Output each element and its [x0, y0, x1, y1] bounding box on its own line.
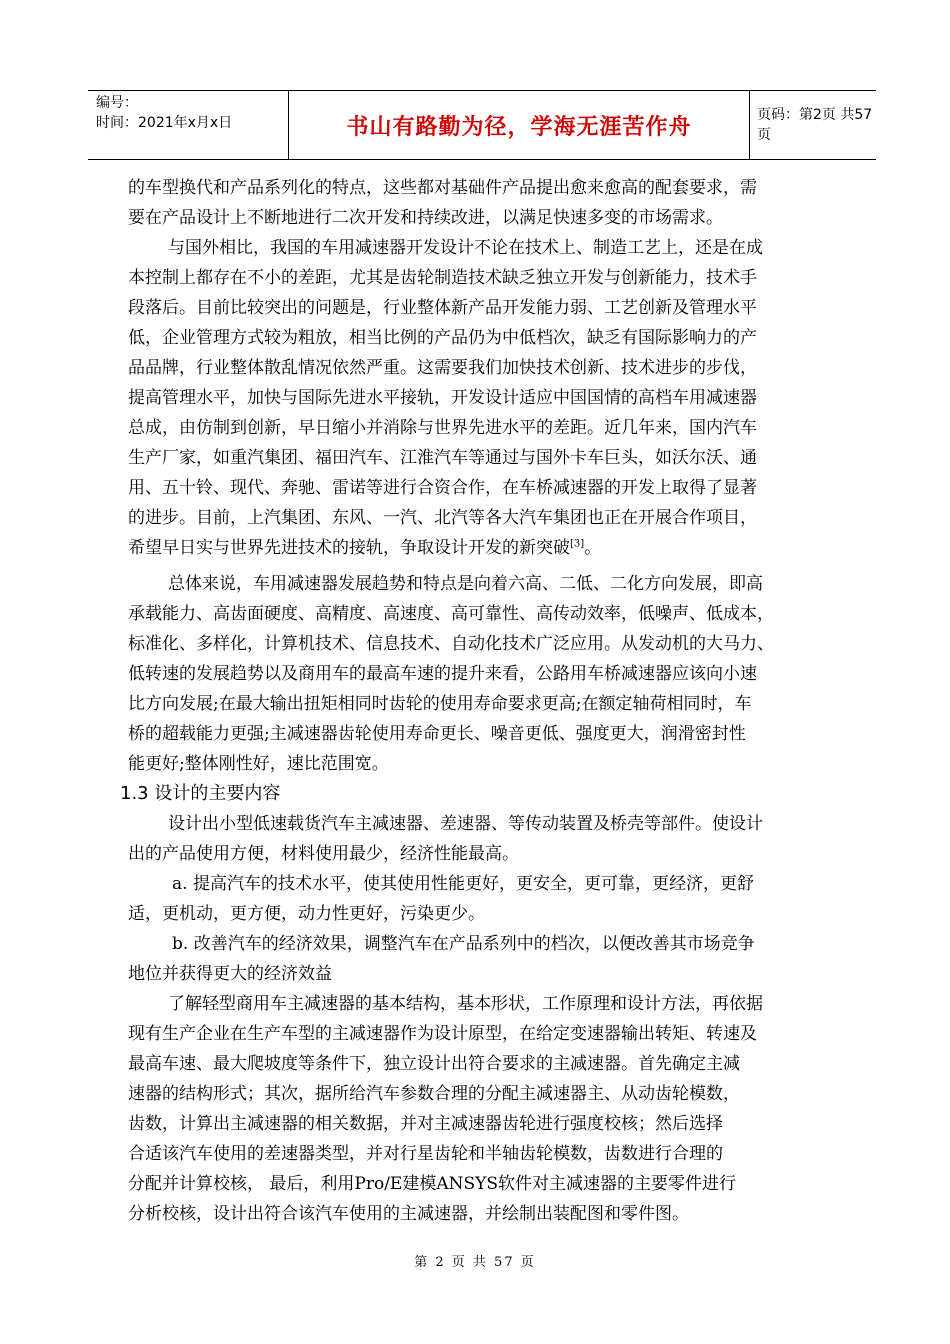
paragraph-4 — [128, 809, 840, 869]
text-line: 低，企业管理方式较为粗放，相当比例的产品仍为中低档次，缺乏有国际影响力的产 — [128, 328, 757, 348]
paragraph-6 — [128, 929, 840, 989]
header-motto: 书山有路勤为径，学海无涯苦作舟 — [346, 114, 692, 140]
text-line — [128, 533, 840, 563]
document-body — [120, 173, 840, 1229]
text-line: 要在产品设计上不断地进行二次开发和持续改进，以满足快速多变的市场需求。 — [128, 208, 723, 228]
header-number: 编号： — [96, 95, 138, 111]
text-line: 比方向发展;在最大输出扭矩相同时齿轮的使用寿命要求更高;在额定轴荷相同时，车 — [128, 694, 752, 714]
section-heading: 1.3 设计的主要内容 — [120, 783, 281, 804]
paragraph-2 — [128, 233, 840, 563]
text-segment: 。 — [584, 538, 602, 558]
text-line: 设计出小型低速载货汽车主减速器、差速器、等传动装置及桥壳等部件。使设计 — [168, 814, 763, 834]
text-line: b. 改善汽车的经济效果，调整汽车在产品系列中的档次，以便改善其市场竞争 — [172, 934, 755, 954]
text-line: 本控制上都存在不小的差距，尤其是齿轮制造技术缺乏独立开发与创新能力，技术手 — [128, 268, 757, 288]
text-line: 了解轻型商用车主减速器的基本结构，基本形状，工作原理和设计方法，再依据 — [168, 994, 763, 1014]
text-line: 与国外相比，我国的车用减速器开发设计不论在技术上、制造工艺上，还是在成 — [168, 238, 763, 258]
text-segment: 希望早日实与世界先进技术的接轨，争取设计开发的新突破 — [128, 538, 570, 558]
text-line: 段落后。目前比较突出的问题是，行业整体新产品开发能力弱、工艺创新及管理水平 — [128, 298, 757, 318]
text-line: 能更好;整体刚性好，速比范围宽。 — [128, 754, 389, 774]
text-line: 合适该汽车使用的差速器类型，并对行星齿轮和半轴齿轮模数，齿数进行合理的 — [128, 1144, 723, 1164]
page-header — [88, 90, 876, 160]
text-line: 分配并计算校核， 最后，利用Pro/E建模ANSYS软件对主减速器的主要零件进行 — [128, 1174, 737, 1194]
text-line: 适，更机动，更方便，动力性更好，污染更少。 — [128, 904, 485, 924]
text-line: 的进步。目前，上汽集团、东风、一汽、北汽等各大汽车集团也正在开展合作项目， — [128, 508, 757, 528]
header-page-info: 页码：第2页 共57页 — [757, 107, 873, 143]
header-left-cell — [88, 91, 288, 159]
header-motto-cell — [288, 91, 750, 159]
text-line: 提高管理水平，加快与国际先进水平接轨，开发设计适应中国国情的高档车用减速器 — [128, 388, 757, 408]
text-line: 用、五十铃、现代、奔驰、雷诺等进行合资合作，在车桥减速器的开发上取得了显著 — [128, 478, 757, 498]
paragraph-1 — [128, 173, 840, 233]
text-line: 低转速的发展趋势以及商用车的最高车速的提升来看，公路用车桥减速器应该向小速 — [128, 664, 757, 684]
footer-page-number: 第 2 页 共 57 页 — [414, 1255, 536, 1270]
text-line: 总成，由仿制到创新，早日缩小并消除与世界先进水平的差距。近几年来，国内汽车 — [128, 418, 757, 438]
text-line: 品品牌，行业整体散乱情况依然严重。这需要我们加快技术创新、技术进步的步伐， — [128, 358, 757, 378]
text-line: 承载能力、高齿面硬度、高精度、高速度、高可靠性、高传动效率，低噪声、低成本， — [128, 604, 774, 624]
text-line: 生产厂家，如重汽集团、福田汽车、江淮汽车等通过与国外卡车巨头，如沃尔沃、通 — [128, 448, 757, 468]
paragraph-7 — [128, 989, 840, 1229]
text-line: 齿数，计算出主减速器的相关数据，并对主减速器齿轮进行强度校核；然后选择 — [128, 1114, 723, 1134]
header-time: 时间：2021年x月x日 — [96, 115, 233, 131]
text-line: 出的产品使用方便，材料使用最少，经济性能最高。 — [128, 844, 519, 864]
citation-mark: [3] — [570, 538, 585, 550]
text-line: 分析校核，设计出符合该汽车使用的主减速器，并绘制出装配图和零件图。 — [128, 1204, 689, 1224]
text-line: 总体来说，车用减速器发展趋势和特点是向着六高、二低、二化方向发展，即高 — [168, 574, 763, 594]
text-line: 桥的超载能力更强;主减速器齿轮使用寿命更长、噪音更低、强度更大，润滑密封性 — [128, 724, 746, 744]
text-line: 现有生产企业在生产车型的主减速器作为设计原型，在给定变速器输出转矩、转速及 — [128, 1024, 757, 1044]
text-line: 的车型换代和产品系列化的特点，这些都对基础件产品提出愈来愈高的配套要求，需 — [128, 178, 757, 198]
paragraph-3 — [128, 569, 840, 779]
text-line: 速器的结构形式；其次，据所给汽车参数合理的分配主减速器主、从动齿轮模数， — [128, 1084, 740, 1104]
text-line: a. 提高汽车的技术水平，使其使用性能更好，更安全，更可靠，更经济，更舒 — [172, 874, 754, 894]
text-line: 最高车速、最大爬坡度等条件下，独立设计出符合要求的主减速器。首先确定主减 — [128, 1054, 740, 1074]
text-line: 标准化、多样化，计算机技术、信息技术、自动化技术广泛应用。从发动机的大马力、 — [128, 634, 774, 654]
paragraph-5 — [128, 869, 840, 929]
text-line: 地位并获得更大的经济效益 — [128, 964, 332, 984]
header-right-cell — [749, 91, 876, 159]
